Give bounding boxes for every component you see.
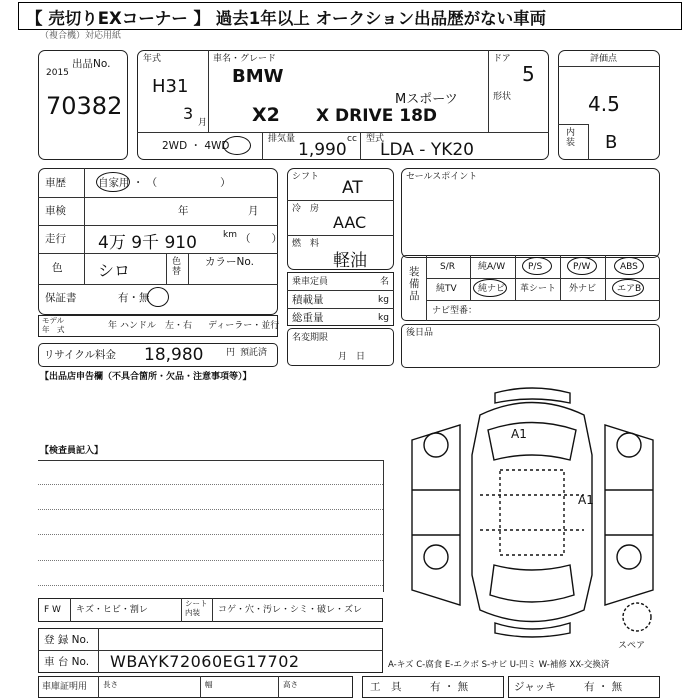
damage-legend: A-キズ C-腐食 E-エクボ S-サビ U-凹ミ W-補修 XX-交換済 xyxy=(388,660,610,670)
grade-note: Mスポーツ xyxy=(395,92,458,107)
postfix-box xyxy=(401,324,660,368)
postfix-label: 後日品 xyxy=(406,328,434,338)
score-value: 4.5 xyxy=(588,92,620,116)
cert-label: 車庫証明用 xyxy=(42,682,88,692)
inspection-year-unit: 年 xyxy=(178,205,189,217)
jack-label: ジャッキ xyxy=(514,681,556,693)
reg-label: 登 録 No. xyxy=(44,634,90,646)
mileage-paren: （ ） xyxy=(240,233,282,245)
equip-ps: P/S xyxy=(528,262,543,272)
equip-ext-nav: 外ナビ xyxy=(569,284,597,294)
displacement-value: 1,990 xyxy=(298,140,347,160)
cert-height: 高さ xyxy=(283,680,298,689)
capacity-label: 乗車定員 xyxy=(292,277,329,287)
color-value: シロ xyxy=(98,261,131,280)
year-month: 3 xyxy=(183,104,194,123)
equip-nav-circle xyxy=(473,279,507,297)
model-code: LDA - YK20 xyxy=(380,140,474,160)
shift-value: AT xyxy=(342,178,363,198)
change-unit: 月 日 xyxy=(338,352,366,362)
door-count: 5 xyxy=(522,62,535,86)
interior-label: 内 装 xyxy=(566,128,576,148)
jack-options: 有 ・ 無 xyxy=(584,681,623,693)
fuel-value: 軽油 xyxy=(333,251,367,271)
fuel-label: 燃 料 xyxy=(292,239,320,249)
load-unit: kg xyxy=(378,295,389,305)
lot-number: 70382 xyxy=(46,92,123,120)
year-era: H31 xyxy=(152,76,189,97)
equipment-label: 装 備 品 xyxy=(409,266,420,302)
mileage-unit: km xyxy=(223,230,237,240)
equip-pw: P/W xyxy=(573,262,591,272)
equip-pw-circle xyxy=(567,257,597,275)
equip-leather: 革シート xyxy=(520,284,557,294)
type-label: 型式 xyxy=(366,134,385,144)
warranty-options: 有・無 xyxy=(118,292,150,304)
damage-mark-front: A1 xyxy=(511,427,527,441)
shift-label: シフト xyxy=(292,172,320,182)
seat-label: シート 内装 xyxy=(185,599,208,617)
recycle-fee: 18,980 xyxy=(144,345,204,365)
shape-label: 形状 xyxy=(493,92,512,102)
page-title: 【 売切りEXコーナー 】 過去1年以上 オークション出品歴がない車両 xyxy=(26,9,547,28)
load-label: 積載量 xyxy=(292,294,324,306)
warranty-none-circle xyxy=(147,287,169,307)
equip-tv: 純TV xyxy=(436,284,457,294)
4wd-circle xyxy=(223,136,251,155)
equip-ps-circle xyxy=(522,257,552,275)
recycle-note: 預託済 xyxy=(240,348,268,358)
capacity-unit: 名 xyxy=(380,277,390,287)
recycle-unit: 円 xyxy=(226,348,236,358)
sales-label: セールスポイント xyxy=(406,172,478,182)
chassis-label: 車 台 No. xyxy=(44,656,90,668)
warranty-label: 保証書 xyxy=(45,292,77,304)
model-year-unit: 年 xyxy=(108,321,118,331)
color-label: 色 xyxy=(52,262,63,274)
page-subtitle: （複合機）対応用紙 xyxy=(40,31,122,41)
mileage-value: 4万 9千 910 xyxy=(98,233,197,253)
remarks-label: 【出品店申告欄（不具合箇所・欠品・注意事項等）】 xyxy=(40,372,252,382)
equip-abs: ABS xyxy=(620,262,638,272)
fw-label: F W xyxy=(44,605,61,615)
mileage-label: 走行 xyxy=(45,233,66,245)
gross-unit: kg xyxy=(378,313,389,323)
change-label: 名変期限 xyxy=(292,333,329,343)
color-no-label: カラーNo. xyxy=(205,256,254,268)
equip-nav: 純ナビ xyxy=(478,284,506,294)
chassis-number: WBAYK72060EG17702 xyxy=(110,652,300,671)
color-change-label: 色 替 xyxy=(172,257,182,277)
score-label: 評価点 xyxy=(590,54,618,64)
drive-label: 2WD ・ 4WD xyxy=(162,140,230,152)
equip-airbag-circle xyxy=(612,279,644,297)
spare-label: スペア xyxy=(618,641,646,651)
interior-value: B xyxy=(605,132,618,153)
equip-abs-circle xyxy=(614,257,644,275)
gross-label: 総重量 xyxy=(292,312,324,324)
cert-width: 幅 xyxy=(205,680,213,689)
cc-unit: cc xyxy=(347,134,357,144)
inspection-month-unit: 月 xyxy=(248,205,259,217)
car-damage-diagram xyxy=(400,385,665,645)
fw-options: キズ・ヒビ・割レ xyxy=(76,605,148,615)
equip-airbag: エアB xyxy=(617,284,642,294)
recycle-label: リサイクル料金 xyxy=(44,349,117,361)
door-label: ドア xyxy=(493,54,511,64)
tools-label: 工 具 xyxy=(370,681,402,693)
seat-options: コゲ・穴・汚レ・シミ・破レ・ズレ xyxy=(218,605,363,615)
year-month-unit: 月 xyxy=(198,118,208,128)
dealer-label: ディーラー・並行 xyxy=(208,321,280,331)
displacement-label: 排気量 xyxy=(268,134,296,144)
private-use-circle xyxy=(96,172,130,192)
equip-awheel: 純A/W xyxy=(478,262,506,272)
damage-mark-right: A1 xyxy=(578,493,594,507)
equip-sr: S/R xyxy=(440,262,455,272)
model-year-label: モデル 年 式 xyxy=(42,316,65,334)
nav-model-label: ナビ型番： xyxy=(432,306,478,316)
vehicle-model: X2 xyxy=(252,104,280,126)
cert-length: 長さ xyxy=(103,680,118,689)
ac-label: 冷 房 xyxy=(292,204,320,214)
tools-options: 有 ・ 無 xyxy=(430,681,469,693)
name-label: 車名・グレード xyxy=(213,54,277,64)
car-history-options: 自家用 ・ （ ） xyxy=(98,177,231,189)
handle-label: ハンドル 左・右 xyxy=(120,321,193,331)
vehicle-make: BMW xyxy=(232,66,284,87)
car-history-label: 車歴 xyxy=(45,177,66,189)
inspection-label: 車検 xyxy=(45,205,66,217)
lot-year: 2015 xyxy=(46,68,69,78)
year-label: 年式 xyxy=(143,54,162,64)
ac-value: AAC xyxy=(333,213,367,232)
vehicle-grade: X DRIVE 18D xyxy=(316,106,438,126)
inspector-label: 【検査員記入】 xyxy=(40,446,104,456)
lot-label: 出品No. xyxy=(72,58,111,70)
